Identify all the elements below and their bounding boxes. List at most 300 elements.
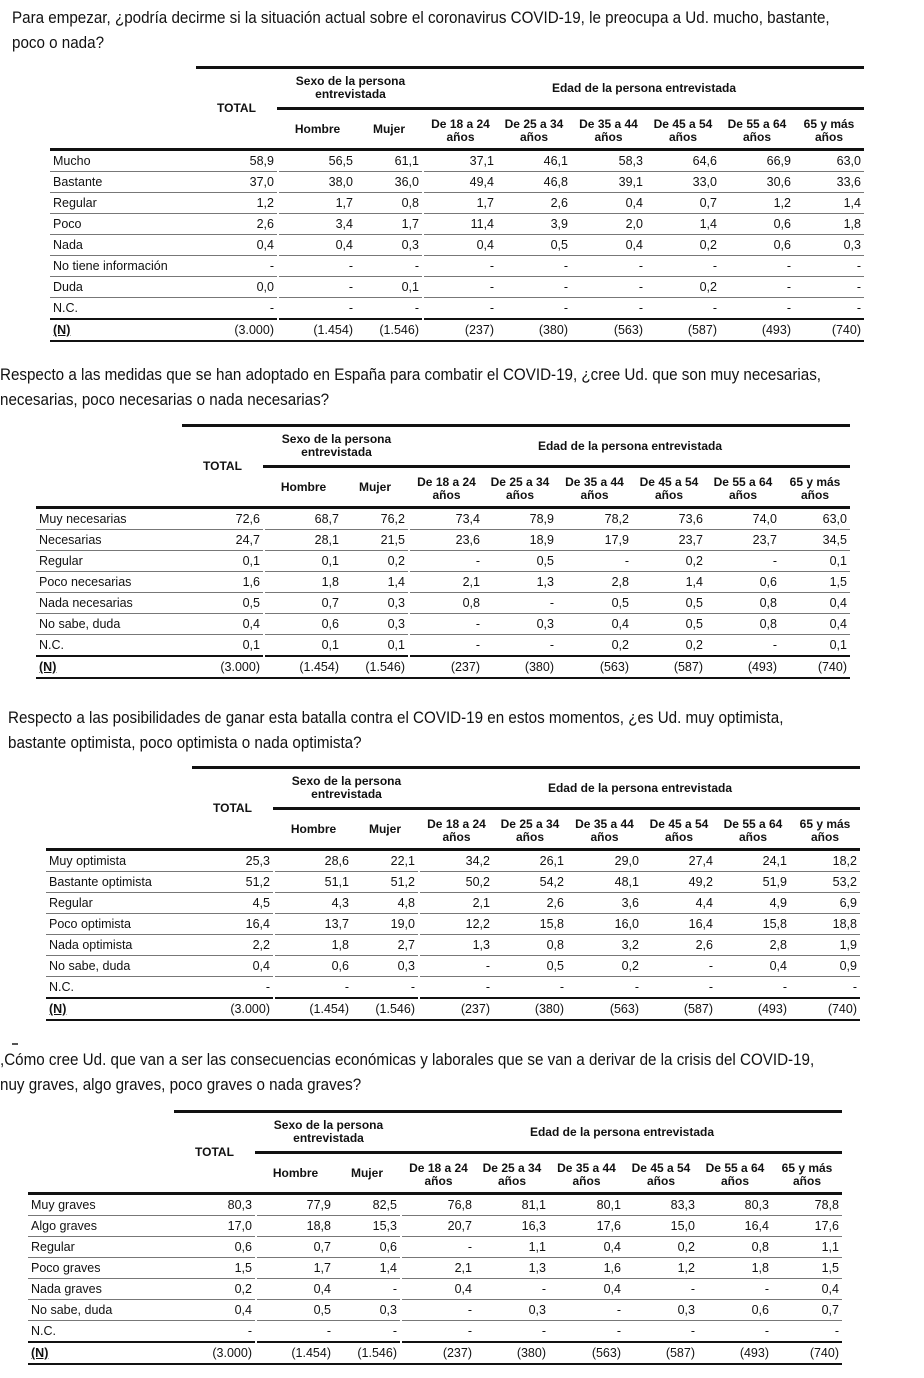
cell-value: - bbox=[192, 977, 274, 999]
cell-value: - bbox=[698, 1279, 772, 1300]
cell-value: 18,8 bbox=[790, 914, 860, 935]
sample-size-cell: (740) bbox=[772, 1342, 842, 1364]
row-label-n: (N) bbox=[28, 1342, 174, 1364]
cell-value: 0,4 bbox=[256, 1279, 334, 1300]
cell-value: 22,1 bbox=[352, 850, 419, 872]
cell-value: 1,7 bbox=[356, 214, 423, 235]
row-label: Muy necesarias bbox=[36, 508, 182, 530]
cell-value: 0,4 bbox=[182, 614, 264, 635]
sample-size-cell: (237) bbox=[401, 1342, 475, 1364]
sample-size-cell: (380) bbox=[483, 656, 557, 678]
header-age-line1: 65 y más bbox=[803, 117, 855, 131]
header-age-band bbox=[571, 109, 646, 150]
table-row bbox=[28, 1300, 842, 1321]
sample-size-cell: (740) bbox=[794, 319, 864, 341]
question-line: poco o nada? bbox=[12, 34, 105, 52]
header-sex-hombre: Hombre bbox=[256, 1153, 334, 1194]
cell-value: 23,6 bbox=[409, 530, 483, 551]
header-age-line1: De 45 a 54 bbox=[653, 117, 713, 131]
cell-value: 33,6 bbox=[794, 172, 864, 193]
cell-value: 51,9 bbox=[716, 872, 790, 893]
header-age-band bbox=[646, 109, 720, 150]
cell-value: 0,4 bbox=[549, 1279, 624, 1300]
question-line: bastante optimista, poco optimista o nada optimista? bbox=[8, 734, 362, 752]
sample-size-cell: (3.000) bbox=[174, 1342, 256, 1364]
table-row bbox=[36, 572, 850, 593]
cell-value: 28,6 bbox=[274, 850, 352, 872]
header-sex-group: Sexo de la persona entrevistada bbox=[278, 68, 423, 109]
cell-value: 0,2 bbox=[646, 235, 720, 256]
question-line: necesarias, poco necesarias o nada necesarias? bbox=[0, 391, 330, 409]
cell-value: 25,3 bbox=[192, 850, 274, 872]
row-label: Bastante optimista bbox=[46, 872, 192, 893]
cell-value: 0,2 bbox=[646, 277, 720, 298]
cell-value: 56,5 bbox=[278, 150, 356, 172]
cell-value: 49,4 bbox=[423, 172, 497, 193]
cell-value: 0,4 bbox=[174, 1300, 256, 1321]
cell-value: 0,2 bbox=[342, 551, 409, 572]
header-age-band bbox=[401, 1153, 475, 1194]
row-label: No sabe, duda bbox=[46, 956, 192, 977]
cell-value: 0,2 bbox=[174, 1279, 256, 1300]
header-sex-mujer: Mujer bbox=[352, 809, 419, 850]
cell-value: 1,2 bbox=[624, 1258, 698, 1279]
cell-value: 11,4 bbox=[423, 214, 497, 235]
table-row bbox=[28, 1279, 842, 1300]
cell-value: 21,5 bbox=[342, 530, 409, 551]
header-age-line1: De 25 a 34 bbox=[482, 1161, 542, 1175]
crosstab-table bbox=[28, 1110, 842, 1365]
table-row bbox=[46, 956, 860, 977]
cell-value: - bbox=[624, 1279, 698, 1300]
row-label: Nada necesarias bbox=[36, 593, 182, 614]
header-age-band bbox=[409, 467, 483, 508]
cell-value: 1,1 bbox=[475, 1237, 549, 1258]
row-label: Nada graves bbox=[28, 1279, 174, 1300]
cell-value: 0,1 bbox=[182, 635, 264, 657]
cell-value: 0,1 bbox=[264, 635, 342, 657]
cell-value: - bbox=[278, 256, 356, 277]
cell-value: - bbox=[571, 277, 646, 298]
header-age-band bbox=[632, 467, 706, 508]
table-row bbox=[50, 277, 864, 298]
table-row bbox=[50, 214, 864, 235]
table-row bbox=[36, 530, 850, 551]
cell-value: - bbox=[356, 298, 423, 320]
header-age-line1: De 25 a 34 bbox=[504, 117, 564, 131]
table-row bbox=[28, 1216, 842, 1237]
header-age-band bbox=[624, 1153, 698, 1194]
cell-value: - bbox=[720, 298, 794, 320]
header-age-band bbox=[716, 809, 790, 850]
row-label: N.C. bbox=[46, 977, 192, 999]
header-sex-mujer: Mujer bbox=[356, 109, 423, 150]
row-label: Regular bbox=[36, 551, 182, 572]
header-age-band bbox=[497, 109, 571, 150]
cell-value: 1,3 bbox=[483, 572, 557, 593]
cell-value: 23,7 bbox=[632, 530, 706, 551]
header-age-line1: De 18 a 24 bbox=[417, 475, 476, 489]
cell-value: 0,4 bbox=[549, 1237, 624, 1258]
cell-value: 26,1 bbox=[493, 850, 567, 872]
cell-value: - bbox=[567, 977, 642, 999]
cell-value: 38,0 bbox=[278, 172, 356, 193]
cell-value: 2,1 bbox=[409, 572, 483, 593]
sample-size-cell: (380) bbox=[493, 998, 567, 1020]
sample-size-cell: (380) bbox=[475, 1342, 549, 1364]
header-sex-group: Sexo de la persona entrevistada bbox=[274, 768, 419, 809]
header-age-line2: años bbox=[594, 130, 623, 144]
header-corner bbox=[28, 1112, 174, 1194]
header-total: TOTAL bbox=[182, 426, 264, 508]
cell-value: 74,0 bbox=[706, 508, 780, 530]
header-age-line2: años bbox=[515, 830, 544, 844]
cell-value: 73,4 bbox=[409, 508, 483, 530]
cell-value: 0,1 bbox=[182, 551, 264, 572]
table-row bbox=[46, 850, 860, 872]
cell-value: - bbox=[356, 256, 423, 277]
cell-value: 17,0 bbox=[174, 1216, 256, 1237]
cell-value: 58,3 bbox=[571, 150, 646, 172]
cell-value: 37,0 bbox=[196, 172, 278, 193]
cell-value: 2,6 bbox=[497, 193, 571, 214]
cell-value: 1,6 bbox=[549, 1258, 624, 1279]
cell-value: 0,3 bbox=[342, 593, 409, 614]
cell-value: 2,1 bbox=[419, 893, 493, 914]
cell-value: 49,2 bbox=[642, 872, 716, 893]
cell-value: 37,1 bbox=[423, 150, 497, 172]
cell-value: 53,2 bbox=[790, 872, 860, 893]
cell-value: 0,6 bbox=[720, 214, 794, 235]
question-line: Respecto a las posibilidades de ganar esta batalla contra el COVID-19 en estos momentos, ¿es Ud. muy optimista, bbox=[8, 709, 784, 727]
cell-value: - bbox=[401, 1300, 475, 1321]
cell-value: - bbox=[497, 256, 571, 277]
cell-value: 1,3 bbox=[475, 1258, 549, 1279]
sample-size-cell: (3.000) bbox=[182, 656, 264, 678]
cell-value: 0,4 bbox=[780, 593, 850, 614]
cell-value: 0,5 bbox=[493, 956, 567, 977]
sample-size-cell: (1.546) bbox=[352, 998, 419, 1020]
header-age-line2: años bbox=[810, 830, 839, 844]
cell-value: 16,0 bbox=[567, 914, 642, 935]
cell-value: - bbox=[557, 551, 632, 572]
table-row bbox=[28, 1258, 842, 1279]
sample-size-cell: (1.454) bbox=[274, 998, 352, 1020]
header-age-line1: De 25 a 34 bbox=[490, 475, 550, 489]
table-row bbox=[46, 977, 860, 999]
sample-size-cell: (740) bbox=[790, 998, 860, 1020]
cell-value: 80,3 bbox=[698, 1194, 772, 1216]
cell-value: 15,8 bbox=[716, 914, 790, 935]
sample-size-cell: (1.546) bbox=[356, 319, 423, 341]
cell-value: - bbox=[642, 977, 716, 999]
header-age-band bbox=[423, 109, 497, 150]
header-age-line1: De 35 a 44 bbox=[557, 1161, 616, 1175]
sample-size-cell: (1.546) bbox=[342, 656, 409, 678]
cell-value: 0,2 bbox=[632, 551, 706, 572]
header-corner bbox=[36, 426, 182, 508]
cell-value: - bbox=[493, 977, 567, 999]
cell-value: - bbox=[716, 977, 790, 999]
question-text bbox=[8, 706, 783, 756]
sample-size-row bbox=[28, 1342, 842, 1364]
cell-value: 1,4 bbox=[646, 214, 720, 235]
cell-value: 0,1 bbox=[780, 551, 850, 572]
table-row bbox=[46, 893, 860, 914]
cell-value: - bbox=[334, 1321, 401, 1343]
cell-value: 3,9 bbox=[497, 214, 571, 235]
cell-value: 78,2 bbox=[557, 508, 632, 530]
cell-value: 77,9 bbox=[256, 1194, 334, 1216]
header-total: TOTAL bbox=[174, 1112, 256, 1194]
header-age-line1: 65 y más bbox=[781, 1161, 833, 1175]
header-age-band bbox=[567, 809, 642, 850]
cell-value: - bbox=[401, 1321, 475, 1343]
header-age-line1: De 55 a 64 bbox=[705, 1161, 765, 1175]
sample-size-cell: (1.454) bbox=[278, 319, 356, 341]
table-row bbox=[50, 150, 864, 172]
cell-value: 0,6 bbox=[698, 1300, 772, 1321]
cell-value: 34,2 bbox=[419, 850, 493, 872]
crosstab-table bbox=[46, 766, 860, 1021]
cell-value: 0,8 bbox=[706, 614, 780, 635]
cell-value: 0,6 bbox=[334, 1237, 401, 1258]
cell-value: 76,2 bbox=[342, 508, 409, 530]
cell-value: - bbox=[423, 277, 497, 298]
cell-value: 0,4 bbox=[192, 956, 274, 977]
cell-value: 1,3 bbox=[419, 935, 493, 956]
cell-value: - bbox=[483, 593, 557, 614]
cell-value: 51,2 bbox=[192, 872, 274, 893]
header-age-line1: De 55 a 64 bbox=[713, 475, 773, 489]
cell-value: 0,4 bbox=[571, 235, 646, 256]
header-age-band bbox=[493, 809, 567, 850]
cell-value: - bbox=[334, 1279, 401, 1300]
cell-value: 18,9 bbox=[483, 530, 557, 551]
cell-value: 1,5 bbox=[174, 1258, 256, 1279]
cell-value: 1,2 bbox=[196, 193, 278, 214]
header-sex-group: Sexo de la persona entrevistada bbox=[256, 1112, 401, 1153]
cell-value: 2,2 bbox=[192, 935, 274, 956]
row-label: Mucho bbox=[50, 150, 196, 172]
header-age-line2: años bbox=[590, 830, 619, 844]
cell-value: 15,3 bbox=[334, 1216, 401, 1237]
crosstab-table bbox=[50, 66, 864, 342]
cell-value: 1,4 bbox=[334, 1258, 401, 1279]
sample-size-cell: (493) bbox=[698, 1342, 772, 1364]
cell-value: - bbox=[278, 298, 356, 320]
header-age-line1: De 45 a 54 bbox=[631, 1161, 691, 1175]
header-age-band bbox=[772, 1153, 842, 1194]
header-age-line1: De 25 a 34 bbox=[500, 817, 560, 831]
cell-value: 1,5 bbox=[780, 572, 850, 593]
header-corner bbox=[50, 68, 196, 150]
cell-value: 51,1 bbox=[274, 872, 352, 893]
cell-value: - bbox=[423, 256, 497, 277]
row-label: No sabe, duda bbox=[36, 614, 182, 635]
cell-value: 48,1 bbox=[567, 872, 642, 893]
crosstab-table bbox=[36, 424, 850, 679]
header-age-band bbox=[720, 109, 794, 150]
row-label: Poco graves bbox=[28, 1258, 174, 1279]
sample-size-row bbox=[50, 319, 864, 341]
cell-value: 0,6 bbox=[274, 956, 352, 977]
row-label: Regular bbox=[46, 893, 192, 914]
cell-value: 24,7 bbox=[182, 530, 264, 551]
cell-value: 24,1 bbox=[716, 850, 790, 872]
header-age-band bbox=[790, 809, 860, 850]
table-row bbox=[50, 235, 864, 256]
cell-value: 20,7 bbox=[401, 1216, 475, 1237]
cell-value: 34,5 bbox=[780, 530, 850, 551]
cell-value: 0,3 bbox=[356, 235, 423, 256]
cell-value: 16,3 bbox=[475, 1216, 549, 1237]
cell-value: 0,3 bbox=[624, 1300, 698, 1321]
sample-size-cell: (740) bbox=[780, 656, 850, 678]
header-sex-hombre: Hombre bbox=[264, 467, 342, 508]
cell-value: - bbox=[646, 256, 720, 277]
cell-value: 0,4 bbox=[196, 235, 278, 256]
row-label: Nada bbox=[50, 235, 196, 256]
sample-size-cell: (493) bbox=[706, 656, 780, 678]
cell-value: 46,1 bbox=[497, 150, 571, 172]
cell-value: 0,5 bbox=[632, 593, 706, 614]
sample-size-row bbox=[36, 656, 850, 678]
row-label: N.C. bbox=[36, 635, 182, 657]
question-text bbox=[0, 1048, 814, 1098]
header-corner bbox=[46, 768, 192, 850]
table-row bbox=[28, 1237, 842, 1258]
cell-value: 0,3 bbox=[342, 614, 409, 635]
question-line: nuy graves, algo graves, poco graves o nada graves? bbox=[0, 1076, 362, 1094]
cell-value: 80,3 bbox=[174, 1194, 256, 1216]
cell-value: 0,3 bbox=[352, 956, 419, 977]
cell-value: 19,0 bbox=[352, 914, 419, 935]
row-label-n: (N) bbox=[46, 998, 192, 1020]
cell-value: 58,9 bbox=[196, 150, 278, 172]
cell-value: 46,8 bbox=[497, 172, 571, 193]
cell-value: 1,8 bbox=[698, 1258, 772, 1279]
cell-value: 18,2 bbox=[790, 850, 860, 872]
header-total: TOTAL bbox=[192, 768, 274, 850]
section-optimismo bbox=[8, 706, 851, 756]
cell-value: - bbox=[274, 977, 352, 999]
cell-value: 0,6 bbox=[706, 572, 780, 593]
sample-size-cell: (563) bbox=[557, 656, 632, 678]
cell-value: 2,6 bbox=[493, 893, 567, 914]
cell-value: 78,8 bbox=[772, 1194, 842, 1216]
cell-value: 3,2 bbox=[567, 935, 642, 956]
cell-value: 83,3 bbox=[624, 1194, 698, 1216]
header-age-band bbox=[794, 109, 864, 150]
table-row bbox=[36, 593, 850, 614]
question-line: ,Cómo cree Ud. que van a ser las consecuencias económicas y laborales que se van a derivar de la crisis del COVID-19, bbox=[0, 1051, 815, 1069]
cell-value: - bbox=[475, 1279, 549, 1300]
cell-value: 29,0 bbox=[567, 850, 642, 872]
header-age-line2: años bbox=[432, 488, 461, 502]
cell-value: 80,1 bbox=[549, 1194, 624, 1216]
header-age-line1: De 18 a 24 bbox=[427, 817, 486, 831]
table-row bbox=[50, 298, 864, 320]
sample-size-cell: (3.000) bbox=[192, 998, 274, 1020]
cell-value: 0,8 bbox=[409, 593, 483, 614]
sample-size-cell: (237) bbox=[409, 656, 483, 678]
sample-size-cell: (493) bbox=[720, 319, 794, 341]
cell-value: - bbox=[278, 277, 356, 298]
cell-value: 2,8 bbox=[716, 935, 790, 956]
cell-value: - bbox=[409, 614, 483, 635]
header-age-line2: años bbox=[814, 130, 843, 144]
cell-value: 0,8 bbox=[493, 935, 567, 956]
cell-value: 2,7 bbox=[352, 935, 419, 956]
row-label: Poco necesarias bbox=[36, 572, 182, 593]
header-age-line2: años bbox=[646, 1174, 675, 1188]
cell-value: 0,2 bbox=[557, 635, 632, 657]
cell-value: 0,7 bbox=[264, 593, 342, 614]
cell-value: - bbox=[196, 256, 278, 277]
cell-value: 81,1 bbox=[475, 1194, 549, 1216]
question-text bbox=[12, 6, 830, 56]
row-label: No sabe, duda bbox=[28, 1300, 174, 1321]
cell-value: 16,4 bbox=[642, 914, 716, 935]
cell-value: 50,2 bbox=[419, 872, 493, 893]
cell-value: - bbox=[698, 1321, 772, 1343]
cell-value: 0,6 bbox=[720, 235, 794, 256]
header-age-line1: De 45 a 54 bbox=[639, 475, 699, 489]
cell-value: - bbox=[571, 256, 646, 277]
cell-value: 15,8 bbox=[493, 914, 567, 935]
sample-size-row bbox=[46, 998, 860, 1020]
header-age-line2: años bbox=[442, 830, 471, 844]
table-row bbox=[28, 1194, 842, 1216]
cell-value: 0,5 bbox=[497, 235, 571, 256]
cell-value: 3,4 bbox=[278, 214, 356, 235]
cell-value: 0,7 bbox=[772, 1300, 842, 1321]
cell-value: 17,6 bbox=[549, 1216, 624, 1237]
cell-value: 1,8 bbox=[274, 935, 352, 956]
table-row bbox=[36, 551, 850, 572]
header-age-group: Edad de la persona entrevistada bbox=[401, 1112, 842, 1153]
header-age-line2: años bbox=[728, 488, 757, 502]
table-row bbox=[46, 914, 860, 935]
header-total: TOTAL bbox=[196, 68, 278, 150]
header-age-line2: años bbox=[738, 830, 767, 844]
cell-value: 1,7 bbox=[423, 193, 497, 214]
cell-value: - bbox=[352, 977, 419, 999]
cell-value: 23,7 bbox=[706, 530, 780, 551]
cell-value: 66,9 bbox=[720, 150, 794, 172]
sample-size-cell: (1.454) bbox=[264, 656, 342, 678]
sample-size-cell: (1.454) bbox=[256, 1342, 334, 1364]
cell-value: 4,5 bbox=[192, 893, 274, 914]
header-age-line2: años bbox=[446, 130, 475, 144]
table-row bbox=[36, 635, 850, 657]
cell-value: - bbox=[642, 956, 716, 977]
sample-size-cell: (587) bbox=[642, 998, 716, 1020]
header-sex-hombre: Hombre bbox=[274, 809, 352, 850]
cell-value: - bbox=[720, 256, 794, 277]
header-age-group: Edad de la persona entrevistada bbox=[419, 768, 860, 809]
cell-value: 0,1 bbox=[780, 635, 850, 657]
cell-value: - bbox=[419, 956, 493, 977]
cell-value: 0,1 bbox=[342, 635, 409, 657]
cell-value: 1,7 bbox=[256, 1258, 334, 1279]
row-label: Muy optimista bbox=[46, 850, 192, 872]
cell-value: 0,4 bbox=[772, 1279, 842, 1300]
cell-value: 0,5 bbox=[557, 593, 632, 614]
cell-value: 6,9 bbox=[790, 893, 860, 914]
sample-size-cell: (563) bbox=[549, 1342, 624, 1364]
